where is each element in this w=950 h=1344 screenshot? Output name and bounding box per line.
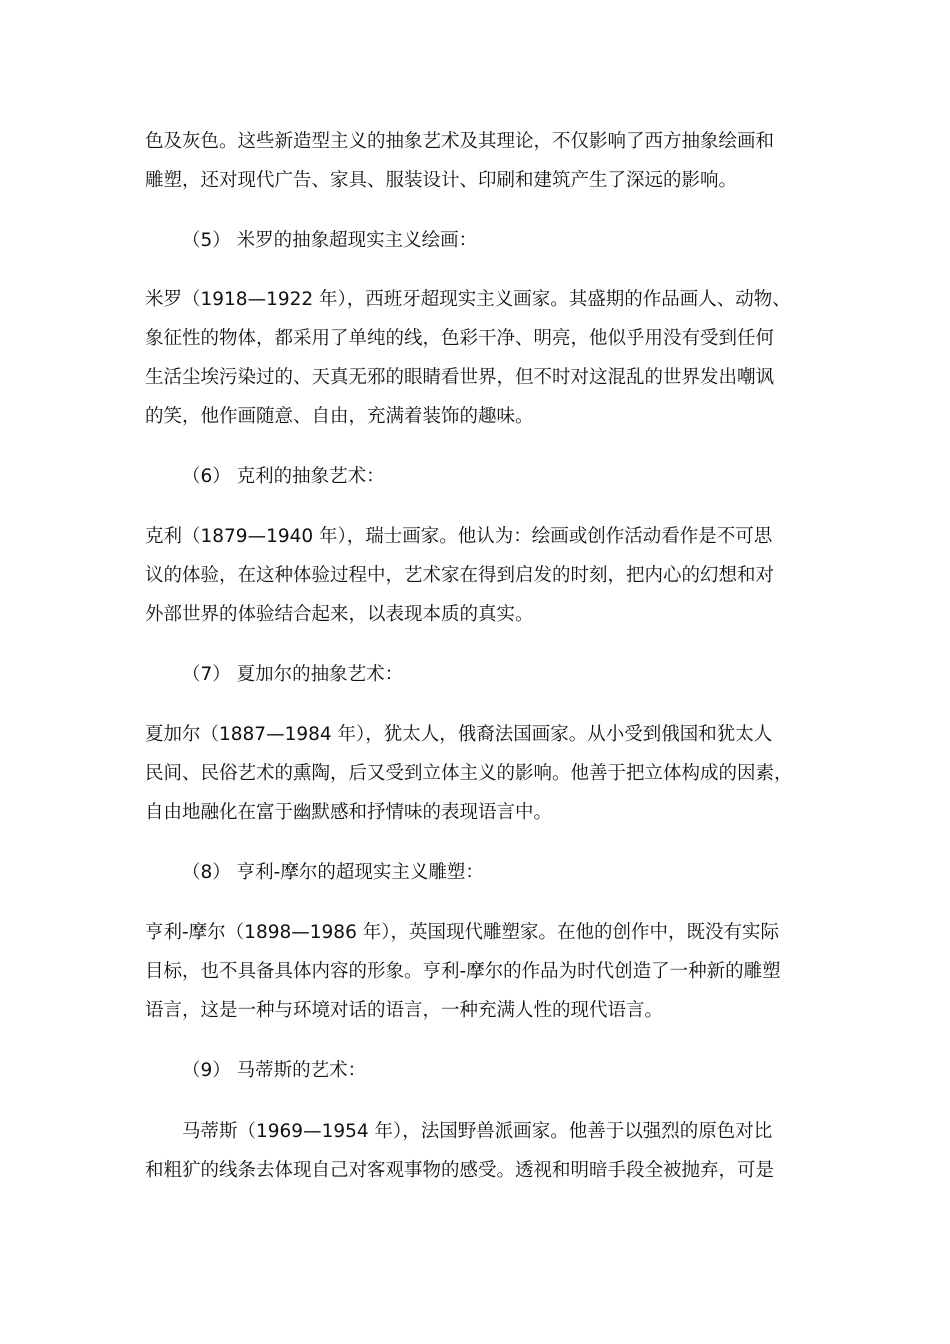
section-heading-5: （5） 米罗的抽象超现实主义绘画： (182, 230, 478, 251)
paragraph-line: 色及灰色。这些新造型主义的抽象艺术及其理论，不仅影响了西方抽象绘画和 (145, 131, 775, 152)
paragraph-line: 马蒂斯（1969—1954 年），法国野兽派画家。他善于以强烈的原色对比 (182, 1121, 773, 1142)
paragraph-line: 克利（1879—1940 年），瑞士画家。他认为：绘画或创作活动看作是不可思 (145, 526, 773, 547)
paragraph-line: 雕塑，还对现代广告、家具、服装设计、印刷和建筑产生了深远的影响。 (145, 170, 738, 191)
paragraph-line: 象征性的物体，都采用了单纯的线，色彩干净、明亮，他似乎用没有受到任何 (145, 328, 775, 349)
section-heading-9: （9） 马蒂斯的艺术： (182, 1060, 367, 1081)
section-heading-8: （8） 亨利-摩尔的超现实主义雕塑： (182, 862, 484, 883)
section-heading-7: （7） 夏加尔的抽象艺术： (182, 664, 404, 685)
paragraph-line: 目标，也不具备具体内容的形象。亨利-摩尔的作品为时代创造了一种新的雕塑 (145, 961, 781, 982)
paragraph-line: 生活尘埃污染过的、天真无邪的眼睛看世界，但不时对这混乱的世界发出嘲讽 (145, 367, 775, 388)
paragraph-line: 议的体验，在这种体验过程中，艺术家在得到启发的时刻，把内心的幻想和对 (145, 565, 775, 586)
paragraph-line: 亨利-摩尔（1898—1986 年），英国现代雕塑家。在他的创作中，既没有实际 (145, 922, 779, 943)
paragraph-line: 米罗（1918—1922 年），西班牙超现实主义画家。其盛期的作品画人、动物、 (145, 289, 791, 310)
section-heading-6: （6） 克利的抽象艺术： (182, 466, 385, 487)
paragraph-line: 的笑，他作画随意、自由，充满着装饰的趣味。 (145, 406, 534, 427)
paragraph-line: 夏加尔（1887—1984 年），犹太人，俄裔法国画家。从小受到俄国和犹太人 (145, 724, 773, 745)
paragraph-line: 民间、民俗艺术的熏陶，后又受到立体主义的影响。他善于把立体构成的因素， (145, 763, 793, 784)
paragraph-line: 外部世界的体验结合起来，以表现本质的真实。 (145, 604, 534, 625)
paragraph-line: 自由地融化在富于幽默感和抒情味的表现语言中。 (145, 802, 553, 823)
paragraph-line: 和粗犷的线条去体现自己对客观事物的感受。透视和明暗手段全被抛弃，可是 (145, 1160, 775, 1181)
paragraph-line: 语言，这是一种与环境对话的语言，一种充满人性的现代语言。 (145, 1000, 664, 1021)
